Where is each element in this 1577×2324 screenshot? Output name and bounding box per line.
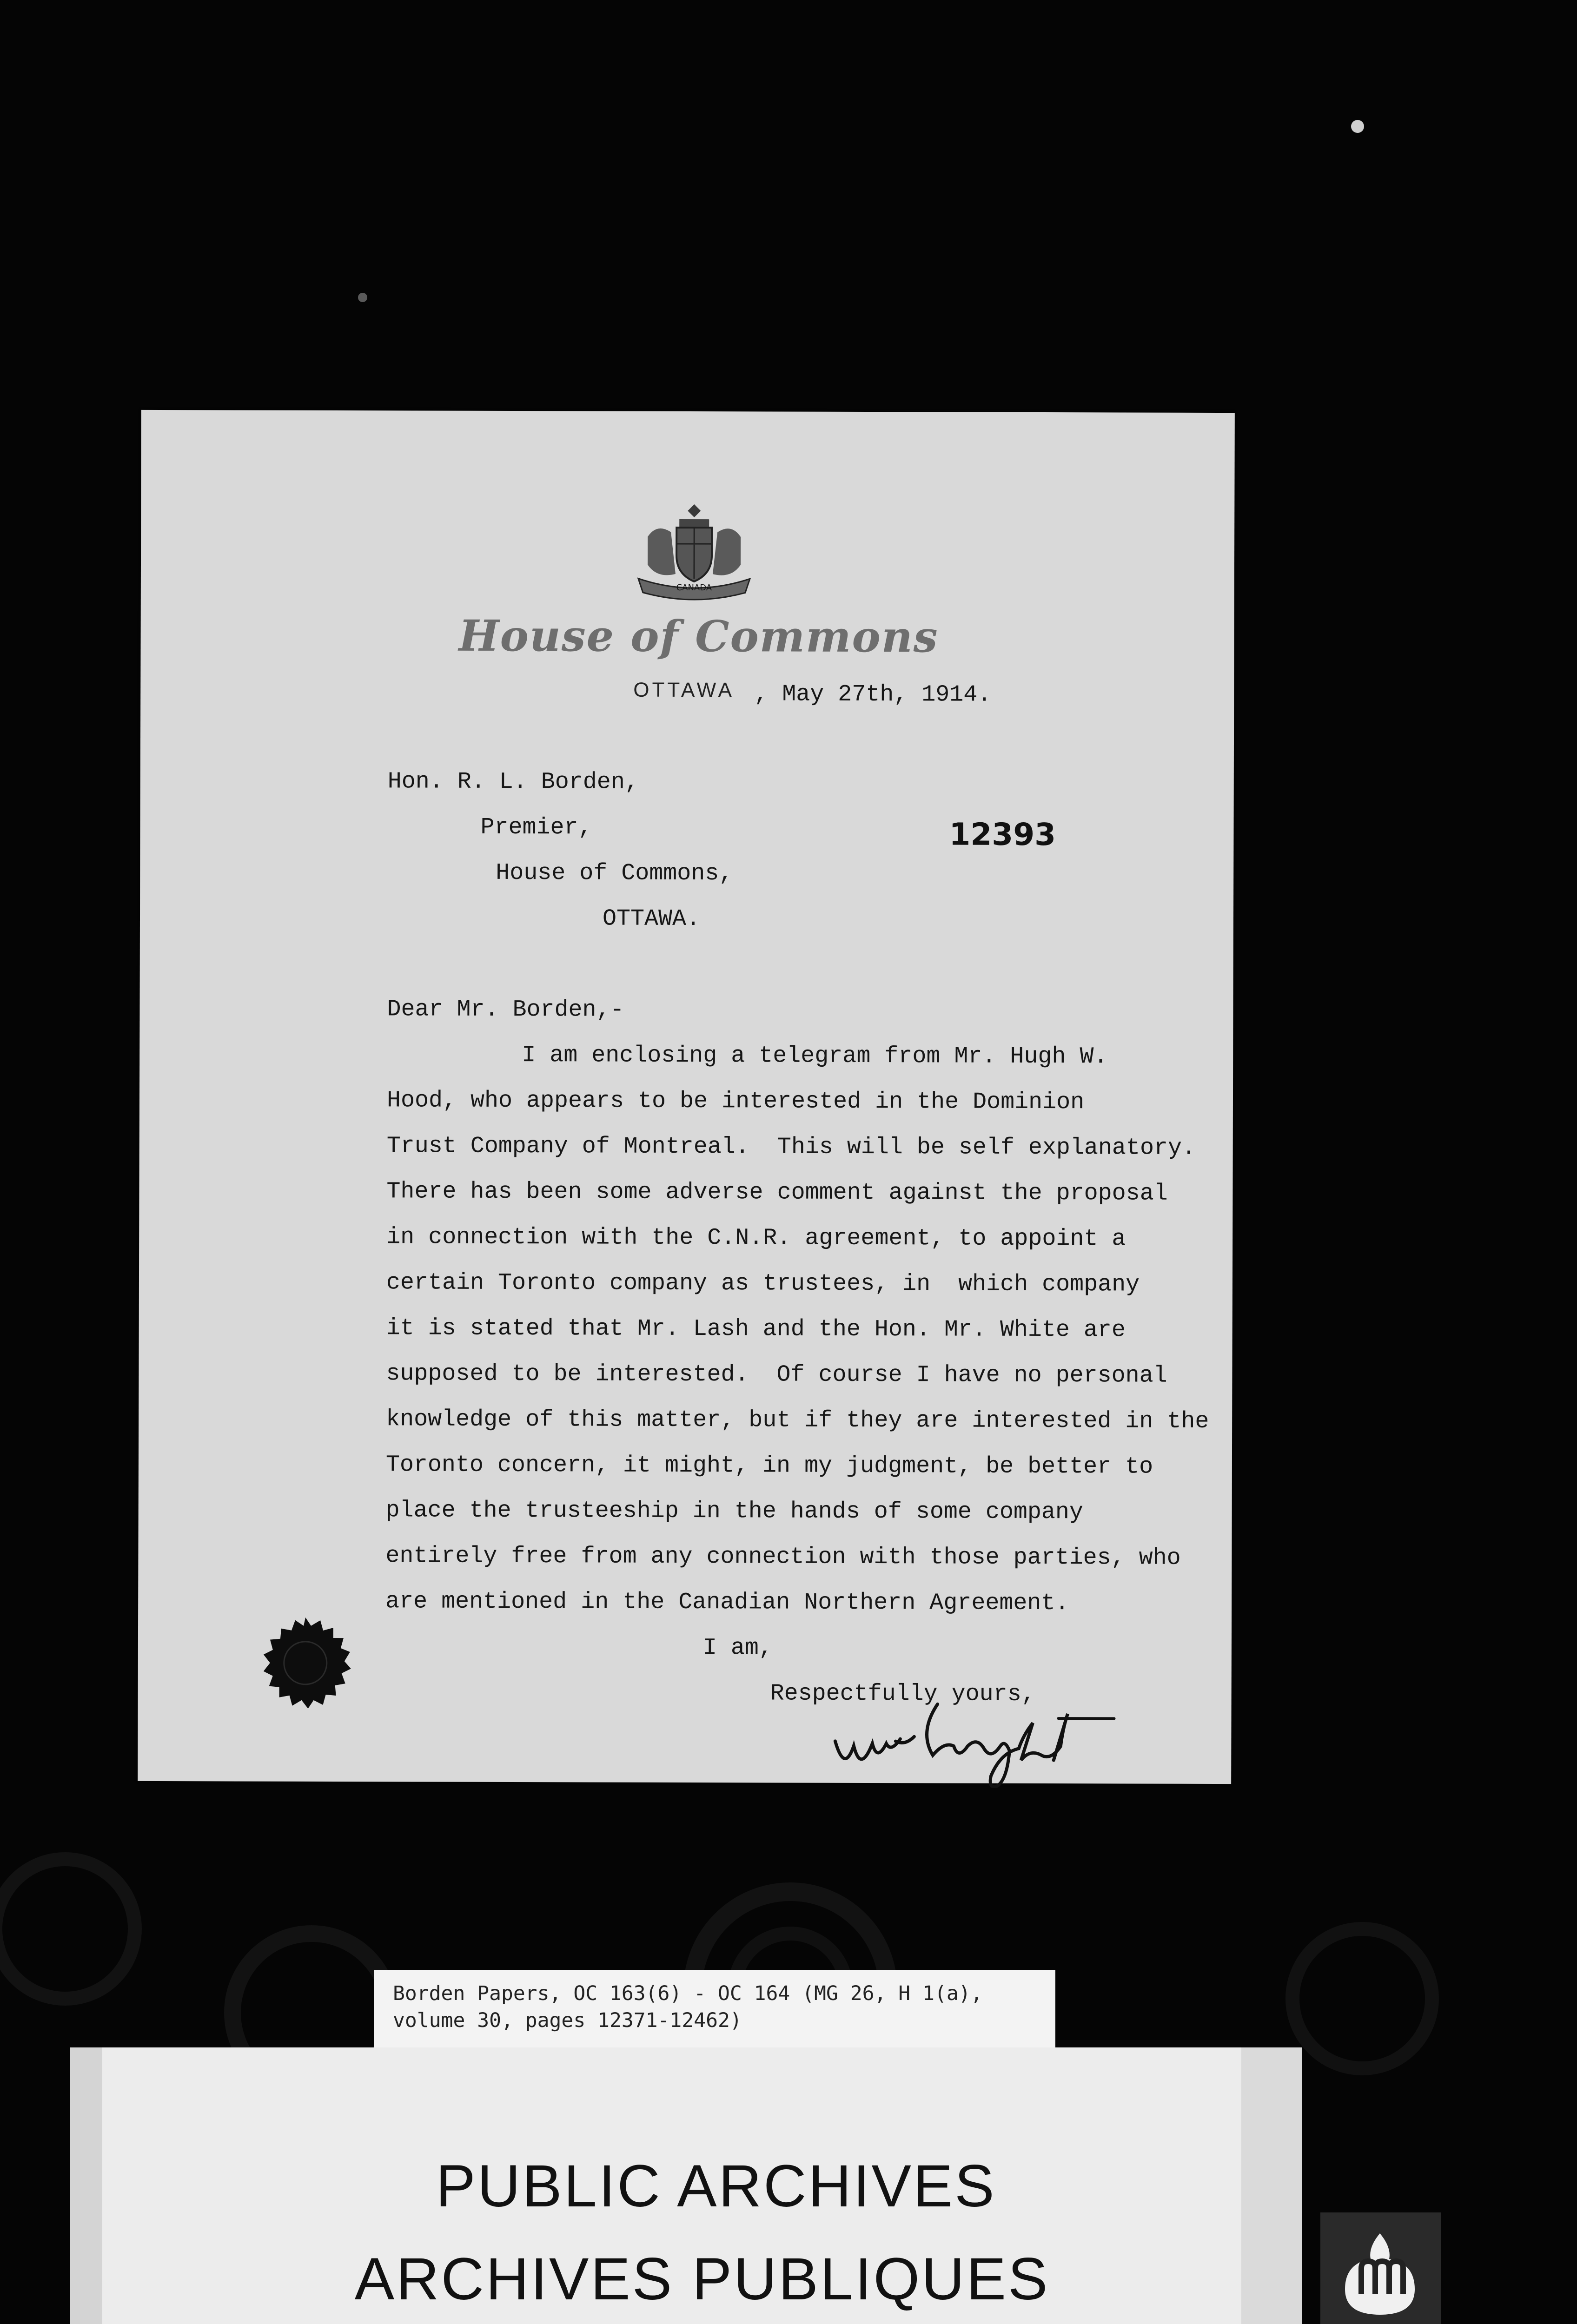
body-line-1: I am enclosing a telegram from Mr. Hugh W. [522, 1042, 1108, 1070]
address-line-1: Hon. R. L. Borden, [387, 768, 639, 796]
archives-line-french: ARCHIVES PUBLIQUES [354, 2246, 1050, 2312]
letter-date: , May 27th, 1914. [754, 681, 992, 708]
reference-line-2: volume 30, pages 12371-12462) [393, 2009, 742, 2032]
letterhead-place: OTTAWA [633, 678, 735, 702]
archive-seal-icon [259, 1617, 352, 1710]
reference-line-1: Borden Papers, OC 163(6) - OC 164 (MG 26, H 1(a), [393, 1982, 983, 2005]
handwritten-signature [826, 1685, 1142, 1789]
closing-line-2: Respectfully yours, [770, 1680, 1035, 1708]
address-line-3: House of Commons, [496, 859, 733, 887]
archives-card [70, 2047, 1302, 2324]
body-line-13: are mentioned in the Canadian Northern Agreement. [385, 1588, 1069, 1617]
letter-page [138, 410, 1235, 1784]
svg-text:CANADA: CANADA [676, 582, 712, 593]
body-line-8: supposed to be interested. Of course I have no personal [386, 1360, 1167, 1389]
body-line-10: Toronto concern, it might, in my judgment, be better to [385, 1452, 1153, 1480]
record-number: 12393 [949, 816, 1056, 853]
body-line-6: certain Toronto company as trustees, in which company [386, 1269, 1140, 1298]
archives-line-english: PUBLIC ARCHIVES [436, 2153, 996, 2219]
salutation: Dear Mr. Borden,- [387, 996, 624, 1023]
reference-label [374, 1970, 1055, 2049]
body-line-7: it is stated that Mr. Lash and the Hon. Mr. White are [386, 1315, 1126, 1344]
letterhead-title: House of Commons [458, 610, 939, 662]
archives-logo-icon [1333, 2229, 1426, 2319]
address-line-2: Premier, [480, 814, 592, 841]
body-line-4: There has been some adverse comment against the proposal [386, 1178, 1168, 1207]
body-line-5: in connection with the C.N.R. agreement, to appoint a [386, 1224, 1126, 1253]
body-line-11: place the trusteeship in the hands of some company [385, 1497, 1083, 1526]
closing-line-1: I am, [702, 1635, 773, 1662]
body-line-9: knowledge of this matter, but if they are interested in the [386, 1406, 1209, 1435]
body-line-12: entirely free from any connection with those parties, who [385, 1543, 1181, 1571]
address-line-4: OTTAWA. [602, 905, 701, 933]
body-line-2: Hood, who appears to be interested in the Dominion [386, 1087, 1085, 1116]
coat-of-arms-icon [624, 495, 764, 602]
body-line-3: Trust Company of Montreal. This will be self explanatory. [386, 1133, 1196, 1162]
